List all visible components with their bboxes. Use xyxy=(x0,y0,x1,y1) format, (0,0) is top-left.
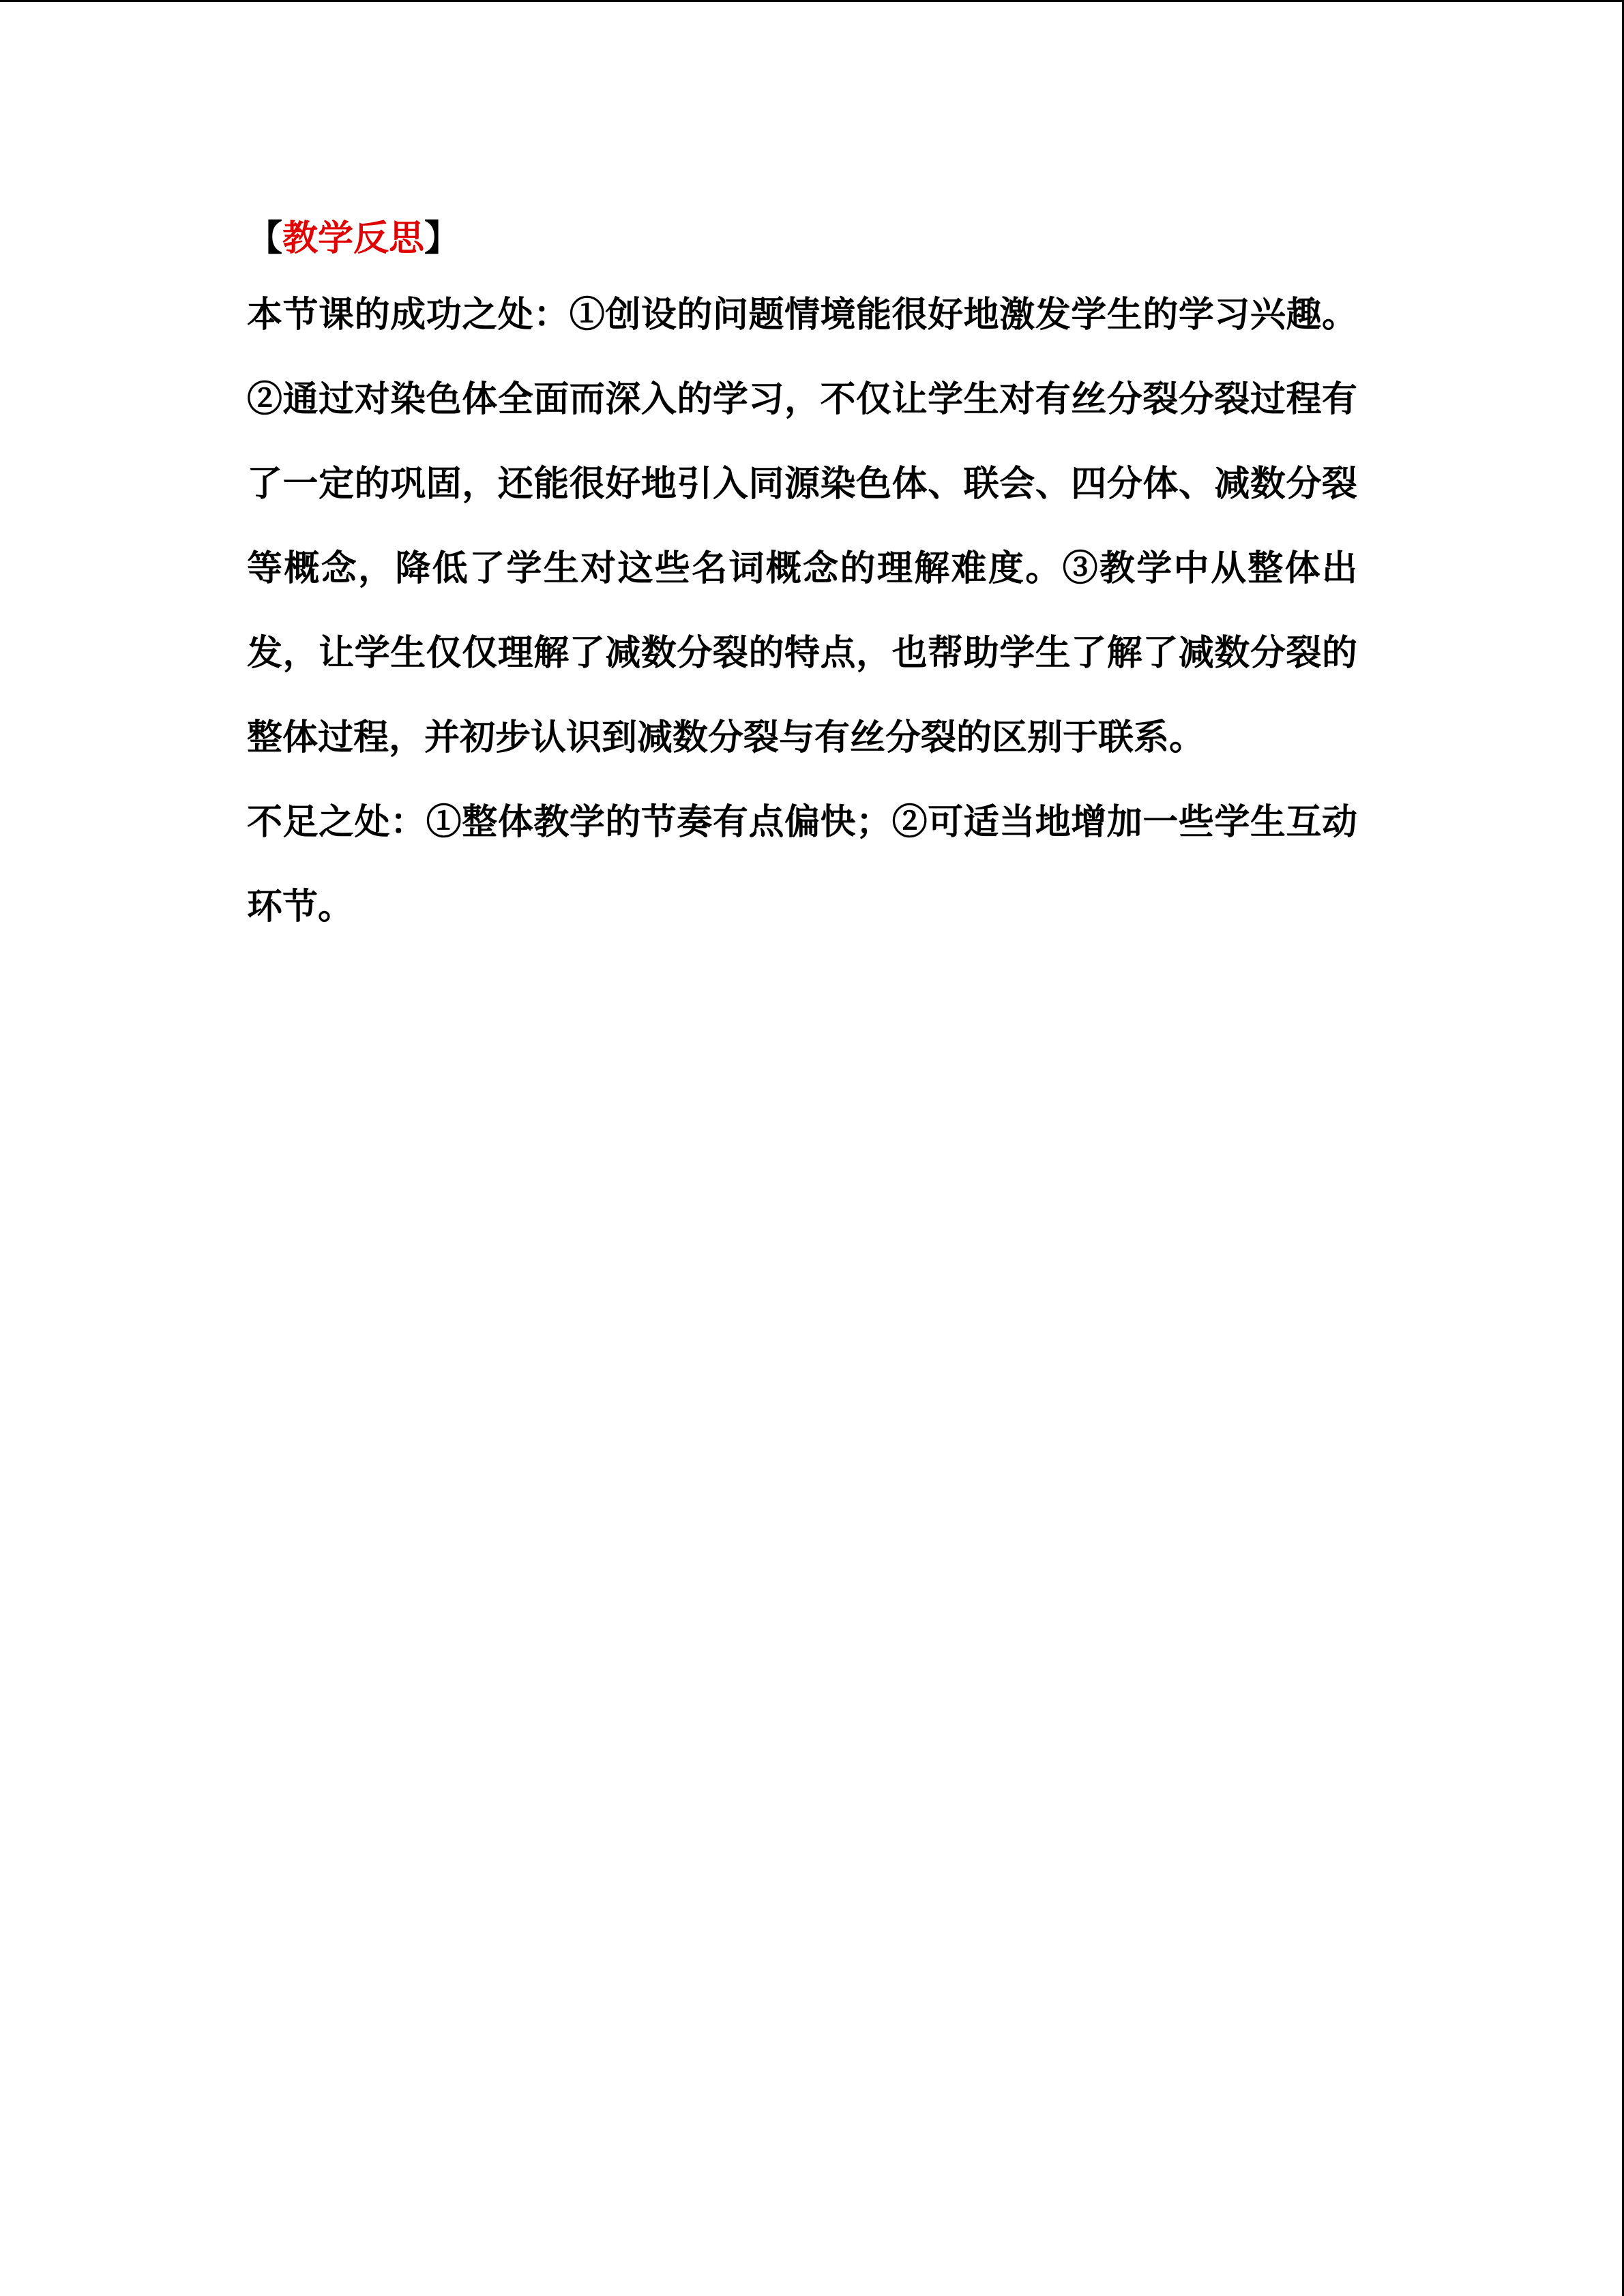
heading-open-bracket: 【 xyxy=(247,218,283,259)
heading-close-bracket: 】 xyxy=(424,218,460,259)
paragraph-successes: 本节课的成功之处：①创设的问题情境能很好地激发学生的学习兴趣。②通过对染色体全面而深入的学习，不仅让学生对有丝分裂分裂过程有了一定的巩固，还能很好地引入同源染色体、联会、四分体、减数分裂等概念，降低了学生对这些名词概念的理解难度。③教学中从整体出发，让学生仅仅理解了减数分裂的特点，也帮助学生了解了减数分裂的整体过程，并初步认识到减数分裂与有丝分裂的区别于联系。 xyxy=(247,294,1357,758)
document-body xyxy=(247,205,1357,949)
heading-title: 教学反思 xyxy=(282,218,425,259)
paragraph-shortcomings: 不足之处：①整体教学的节奏有点偏快；②可适当地增加一些学生互动环节。 xyxy=(247,801,1357,927)
page-border-top xyxy=(0,0,1624,2)
section-heading xyxy=(247,205,1357,273)
